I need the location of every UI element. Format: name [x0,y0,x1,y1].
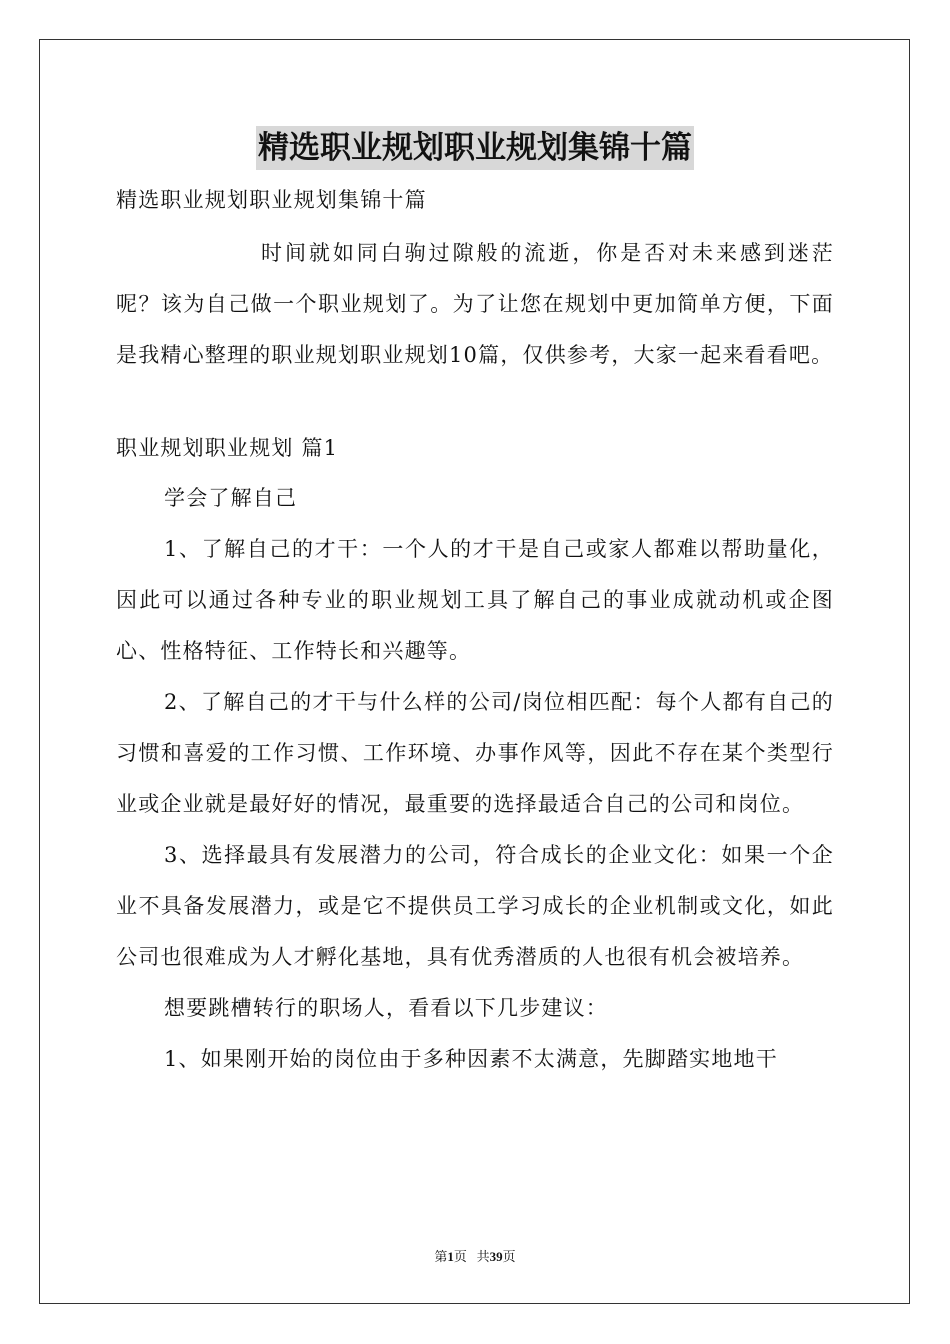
page-prefix: 第 [434,1249,448,1264]
paragraph: 学会了解自己 [164,486,298,510]
page-number: 1 [447,1249,454,1264]
paragraph: 3、选择最具有发展潜力的公司，符合成长的企业文化：如果一个企业不具备发展潜力，或是它不提供员工学习成长的企业机制或文化，如此公司也很难成为人才孵化基地，具有优秀潜质的人也很有机会被培养。 [116,843,834,969]
section-heading: 职业规划职业规划 篇1 [116,436,339,460]
paragraph: 2、了解自己的才干与什么样的公司/岗位相匹配：每个人都有自己的习惯和喜爱的工作习惯、工作环境、办事作风等，因此不存在某个类型行业或企业就是最好好的情况，最重要的选择最适合自己的公司和岗位。 [116,690,834,816]
total-pages: 39 [489,1249,503,1264]
total-prefix: 共 [476,1249,490,1264]
document-subtitle: 精选职业规划职业规划集锦十篇 [116,188,427,212]
paragraph: 1、了解自己的才干：一个人的才干是自己或家人都难以帮助量化，因此可以通过各种专业的职业规划工具了解自己的事业成就动机或企图心、性格特征、工作特长和兴趣等。 [116,537,834,663]
paragraph: 想要跳槽转行的职场人，看看以下几步建议： [164,996,608,1020]
document-title: 精选职业规划职业规划集锦十篇 [256,126,694,170]
intro-paragraph: 时间就如同白驹过隙般的流逝，你是否对未来感到迷茫呢？该为自己做一个职业规划了。为了让您在规划中更加简单方便，下面是我精心整理的职业规划职业规划10篇，仅供参考，大家一起来看看吧。 [116,241,834,367]
section-content [116,473,834,1085]
page-mid: 页 [453,1249,467,1264]
page-footer [0,1248,950,1266]
paragraph: 1、如果刚开始的岗位由于多种因素不太满意，先脚踏实地地干 [164,1047,778,1071]
title-container [0,126,950,170]
total-suffix: 页 [502,1249,516,1264]
